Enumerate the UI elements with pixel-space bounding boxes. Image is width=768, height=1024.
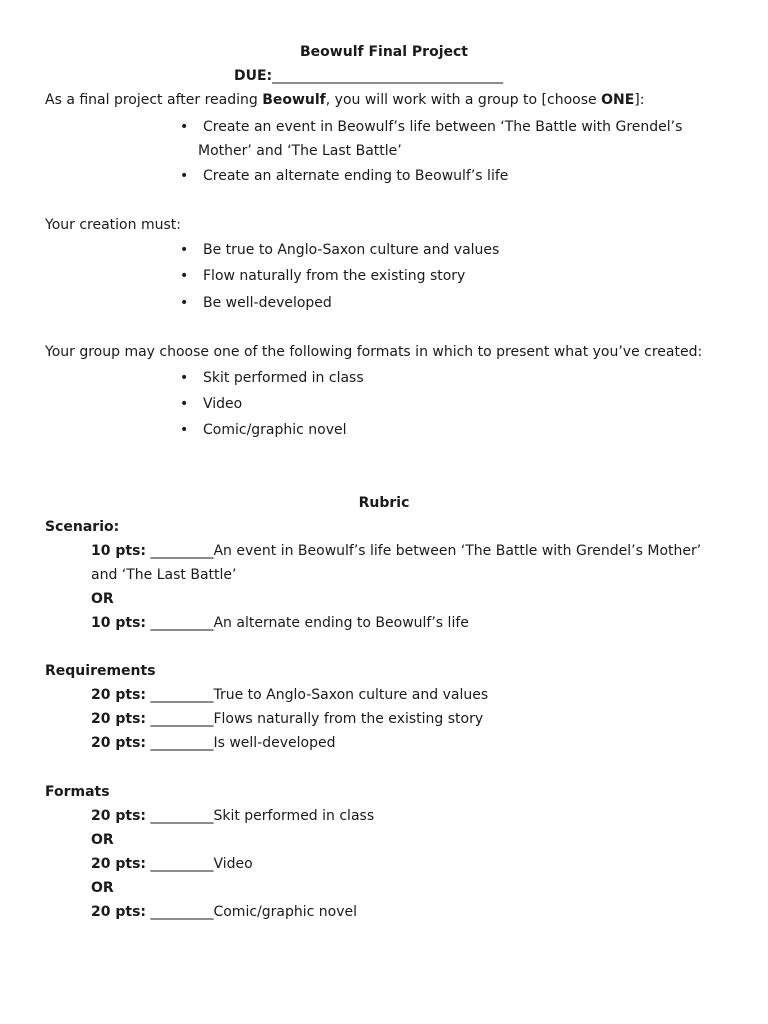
option-text: Create an alternate ending to Beowulf’s life [203, 168, 509, 184]
score-blank: _________ [150, 615, 214, 631]
format-text: Skit performed in class [203, 370, 364, 386]
score-blank: _________ [150, 543, 214, 559]
creation-text: Flow naturally from the existing story [203, 268, 466, 284]
or-separator: OR [91, 880, 114, 896]
rubric-row [91, 542, 701, 560]
bullet-icon: • [180, 396, 189, 412]
rubric-row [91, 614, 469, 632]
criterion-text: Flows naturally from the existing story [213, 711, 484, 727]
points-label: 20 pts: [91, 808, 147, 824]
score-blank: _________ [150, 735, 214, 751]
score-blank: _________ [150, 711, 214, 727]
criterion-text: Video [213, 856, 253, 872]
page-title: Beowulf Final Project [300, 44, 468, 60]
creation-text: Be well-developed [203, 295, 332, 311]
criterion-text: An alternate ending to Beowulf’s life [213, 615, 469, 631]
or-separator: OR [91, 832, 114, 848]
points-label: 10 pts: [91, 543, 147, 559]
or-separator: OR [91, 591, 114, 607]
rubric-row [91, 710, 483, 728]
points-label: 20 pts: [91, 856, 147, 872]
rubric-title: Rubric [358, 495, 410, 511]
criterion-text: An event in Beowulf’s life between ‘The Battle with Grendel’s Mother’ [213, 543, 702, 559]
intro-text-mid: , you will work with a group to [choose [325, 92, 602, 108]
criterion-continuation: and ‘The Last Battle’ [91, 567, 237, 583]
requirements-heading: Requirements [45, 663, 156, 679]
option-continuation: Mother’ and ‘The Last Battle’ [198, 143, 402, 159]
criterion-text: Is well-developed [213, 735, 336, 751]
bullet-icon: • [180, 370, 189, 386]
rubric-row [91, 686, 488, 704]
points-label: 20 pts: [91, 904, 147, 920]
due-label: DUE: [234, 68, 273, 84]
intro-choose-one: ONE [601, 92, 635, 108]
bullet-icon: • [180, 268, 189, 284]
rubric-row [91, 734, 335, 752]
bullet-icon: • [180, 119, 189, 135]
bullet-icon: • [180, 295, 189, 311]
points-label: 20 pts: [91, 735, 147, 751]
score-blank: _________ [150, 904, 214, 920]
score-blank: _________ [150, 808, 214, 824]
format-text: Video [203, 396, 243, 412]
rubric-row [91, 855, 253, 873]
formats-heading: Your group may choose one of the following formats in which to present what you’ve created: [45, 344, 703, 360]
due-blank: _________________________________ [272, 68, 504, 84]
points-label: 20 pts: [91, 711, 147, 727]
intro-text-pre: As a final project after reading [45, 92, 263, 108]
rubric-row [91, 903, 357, 921]
intro-text-post: ]: [634, 92, 645, 108]
score-blank: _________ [150, 687, 214, 703]
due-line [234, 67, 503, 85]
intro-book-title: Beowulf [262, 92, 326, 108]
format-text: Comic/graphic novel [203, 422, 347, 438]
intro-paragraph [45, 91, 644, 109]
score-blank: _________ [150, 856, 214, 872]
creation-heading: Your creation must: [45, 217, 181, 233]
points-label: 20 pts: [91, 687, 147, 703]
rubric-row [91, 807, 374, 825]
criterion-text: Comic/graphic novel [213, 904, 357, 920]
bullet-icon: • [180, 168, 189, 184]
criterion-text: True to Anglo-Saxon culture and values [213, 687, 489, 703]
option-text: Create an event in Beowulf’s life between ‘The Battle with Grendel’s [203, 119, 683, 135]
bullet-icon: • [180, 242, 189, 258]
bullet-icon: • [180, 422, 189, 438]
points-label: 10 pts: [91, 615, 147, 631]
formats-rubric-heading: Formats [45, 784, 110, 800]
criterion-text: Skit performed in class [213, 808, 375, 824]
scenario-heading: Scenario: [45, 519, 120, 535]
creation-text: Be true to Anglo-Saxon culture and values [203, 242, 500, 258]
